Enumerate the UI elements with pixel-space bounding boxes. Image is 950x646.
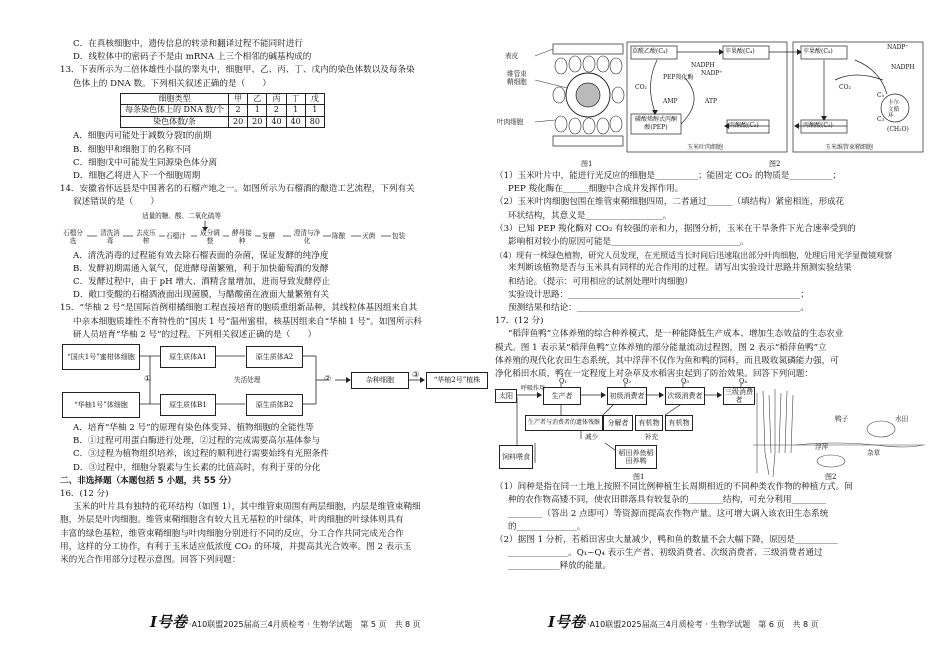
- q16-figures: [495, 40, 925, 168]
- duckweed-label: 浮萍: [815, 443, 829, 452]
- right-page: [495, 38, 925, 574]
- q16-paragraph: 胞，外层是叶肉细胞。维管束鞘细胞含有较大且无基粒的叶绿体，叶肉细胞的叶绿体则具有: [60, 515, 404, 526]
- decomposer-box: 分解者: [603, 415, 633, 431]
- mesophyll-cell-caption: 玉米叶肉细胞: [687, 144, 724, 151]
- q17-part2: （2）据图 1 分析，若稻田害虫大量减少，鸭和鱼的数量不会大幅下降，原因是__________: [495, 535, 838, 546]
- flow-step: 石榴汁: [166, 231, 186, 240]
- q13-option-c: C．细胞戊中可能发生同源染色体分离: [73, 157, 218, 168]
- table-row: [121, 116, 325, 128]
- table-cell: 戊: [305, 93, 324, 105]
- q15-option-a: A．培育“华柚 2 号”的原理有染色体变异、植物细胞的全能性等: [73, 422, 314, 433]
- q12-option-c: C．在真核细胞中，遗传信息的转录和翻译过程不能同时进行: [73, 39, 304, 49]
- table-cell: 40: [267, 116, 286, 128]
- exam-logo: I号卷: [548, 613, 586, 631]
- q17-paragraph: 体养殖的现代化农田生态系统，其中浮萍不仅作为鱼和鸭的饲料，而且吸收氮磷能力强，可: [495, 355, 839, 366]
- q13-option-d: D．细胞乙将进入下一个细胞周期: [73, 170, 201, 181]
- paddy-label: 水田: [895, 415, 909, 424]
- q17-figures: [495, 377, 925, 482]
- table-cell: 2: [228, 105, 247, 117]
- q17-part1: （1）间种是指在同一土地上按照不同比例种植生长周期相近的不同种类农作物的种植方式。间: [495, 482, 853, 493]
- table-header-row: [121, 93, 325, 105]
- duck-label: 鸭子: [835, 415, 849, 424]
- q15-option-c: C．③过程为植物组织培养，该过程的顺利进行需要始终有光照条件: [73, 449, 329, 460]
- q13-option-a: A．细胞丙可能处于减数分裂Ⅰ的前期: [73, 131, 212, 142]
- nadp-label: NADP⁺: [701, 70, 723, 77]
- left-page: [60, 38, 490, 567]
- box-huayou2-plant: “华柚2号”植株: [426, 372, 488, 389]
- table-cell: 甲: [228, 93, 247, 105]
- supplement-label: 补充: [645, 433, 659, 442]
- box-huayou1-cell: “华柚1号”体细胞: [62, 392, 140, 418]
- left-footer: [150, 611, 421, 632]
- co2-right-label: CO₂: [839, 84, 851, 91]
- feed-box: 饲料喂食: [499, 445, 533, 469]
- c5-label: C₅: [877, 92, 884, 99]
- q17-part2-cont: ______________。Q₁~Q₄ 表示生产者、初级消费者、次级消费者、三级消费者通过: [508, 548, 823, 559]
- q14-stem: 14．安徽省怀远县是中国著名的石榴产地之一。如图所示为石榴酒的酿造工艺流程，下列有关: [60, 184, 415, 195]
- q13-stem-cont: 色体上的 DNA 数。下列相关叙述正确的是（ ）: [73, 78, 271, 89]
- table-cell: 20: [248, 116, 267, 128]
- q16-part1-cont: PEP 羧化酶在______细胞中合成并发挥作用。: [508, 184, 684, 195]
- q16-part2: （2）玉米叶肉细胞包围在维管束鞘细胞四周，二者通过______（填结构）紧密相连，形成花: [495, 197, 845, 208]
- q2-label: Q₂: [623, 377, 632, 386]
- oaa-box: 草酰乙酸(C₄): [632, 48, 668, 55]
- figure-2-caption: 图2: [825, 473, 837, 482]
- table-cell: 丙: [267, 93, 286, 105]
- q15-option-d: D．③过程中，细胞分裂素与生长素的比值高时，有利于芽的分化: [73, 462, 321, 473]
- footer-text: ·A10联盟2025届高三4月质检考 · 生物学试题 第 6 页 共 8 页: [587, 620, 819, 629]
- table-cell: 40: [286, 116, 305, 128]
- q14-option-d: D．敞口变酸的石榴酒液面出现菌膜，与醋酸菌在液面大量繁殖有关: [73, 290, 330, 301]
- q17-part1-cont: ________（答出 2 点即可）等资源而提高农作物产量。这可增大调入该农田生态系统: [508, 508, 829, 519]
- table-cell: 每条染色体上的 DNA 数/个: [121, 105, 229, 117]
- weed-label: 杂草: [867, 449, 881, 458]
- flow-step: 去皮压榨: [136, 228, 156, 245]
- nadp-right-label: NADP⁺: [887, 44, 909, 51]
- fusion-diagram: [60, 344, 490, 420]
- q15-stem-cont: 研人员培育“华柚 2 号”的过程。下列相关叙述正确的是（ ）: [73, 329, 317, 340]
- box-protoplast-a2: 原生质体A2: [246, 346, 303, 368]
- q13-option-b: B．细胞甲和细胞丁的名称不同: [73, 144, 192, 155]
- flow-step: 陈酿: [332, 231, 346, 240]
- step-2-marker: ②: [324, 373, 332, 383]
- step-1-marker: ①: [144, 373, 152, 383]
- q15-stem: 15．“华柚 2 号”是国际首例柑橘细胞工程直接培育的胞质重组新品种，其线粒体基因组来自其: [60, 303, 418, 314]
- table-cell: 染色体数/条: [121, 116, 229, 128]
- q16-part4-design: 实验设计思路：______________________________________________________；: [508, 289, 809, 300]
- q1-label: Q₁: [559, 377, 568, 386]
- flow-step: 酵母接种: [232, 228, 252, 245]
- photosynthesis-label: 呼吸作用: [521, 385, 546, 393]
- box-guoqing-cell: “国庆1号”蜜柑体细胞: [62, 344, 140, 370]
- sheath-cell-label: 维管束鞘细胞: [507, 70, 527, 86]
- q17-part1-cont: 种的农作物高矮不同，使农田群落具有较复杂的________结构，可充分利用________: [508, 495, 826, 506]
- figure-1-caption: 图1: [581, 160, 593, 168]
- box-hybrid-cell: 杂种细胞: [351, 372, 409, 389]
- q16-part1: （1）玉米叶片中，能进行光反应的细胞是__________；能固定 CO₂ 的物质是__________；: [495, 171, 841, 181]
- table-cell: 丁: [286, 93, 305, 105]
- q16-part4-cont: 来判断该植物是否与玉米具有同样的光合作用的过程。请写出实验设计思路并预测实验结果: [508, 263, 852, 274]
- q16-paragraph: 玉米的叶片具有独特的花环结构（如图 1），其中维管束周围有两层细胞，内层是维管束鞘细: [73, 502, 421, 513]
- q17-paragraph: 模式。图 1 表示某“稻萍鱼鸭”立体养殖的部分能量流动过程图，图 2 表示“稻萍鱼鸭”立: [495, 342, 827, 353]
- malate-right-box: 苹果酸(C₄): [803, 48, 833, 55]
- q16-title: 16．(12 分): [60, 488, 109, 499]
- figure-1-caption: 图1: [633, 473, 645, 482]
- table-cell: 1: [248, 105, 267, 117]
- table-cell: 1: [286, 105, 305, 117]
- organic-matter-box: 有机物: [665, 415, 693, 431]
- pyruvate-right-box: 丙酮酸(C₃): [803, 122, 833, 129]
- q17-part1-cont: 的______________。: [508, 521, 586, 532]
- table-row: [121, 105, 325, 117]
- q16-paragraph: 米的光合作用部分过程示意图。回答下列问题：: [60, 554, 241, 565]
- organic-matter-box: 有机物: [635, 415, 663, 431]
- primary-consumer-box: 初级消费者: [607, 387, 647, 405]
- producer-box: 生产者: [543, 387, 581, 405]
- table-cell: 细胞类型: [121, 93, 229, 105]
- q4-label: Q₄: [739, 377, 748, 386]
- wine-flow-diagram: [60, 212, 490, 248]
- table-cell: 乙: [248, 93, 267, 105]
- flow-step: 包装: [392, 231, 406, 240]
- table-cell: 2: [267, 105, 286, 117]
- cell-table: [120, 93, 325, 129]
- pepc-label: PEP羧化酶: [663, 74, 694, 81]
- q17-part2-cont: ____________释放的能量。: [508, 561, 612, 572]
- q15-option-b: B．①过程可用蛋白酶进行处理，②过程的完成需要高尔基体参与: [73, 436, 320, 447]
- flow-step: 成分调整: [200, 228, 220, 245]
- q16-paragraph: 丰富的绿色基粒，维管束鞘细胞与叶肉细胞分别进行不同的反应，分工合作共同完成光合作: [60, 528, 404, 539]
- rice-fish-duck-box: 稻田养鱼稻田养鸭: [615, 445, 657, 469]
- flow-additives-label: 适量的糖、酸、二氧化硫等: [142, 211, 222, 220]
- nadph-label: NADPH: [691, 62, 715, 69]
- q16-part3: （3）已知 PEP 羧化酶对 CO₂ 有较强的亲和力，据图分析，玉米在干旱条件下光合速率受到的: [495, 223, 856, 234]
- q3-label: Q₃: [681, 377, 690, 386]
- q14-option-c: C．发酵过程中，由于 pH 增大、酒精含量增加，进而导致发酵停止: [73, 276, 331, 287]
- q14-stem-cont: 叙述错误的是（ ）: [73, 197, 159, 208]
- q12-option-d: D．线粒体中的密码子不是由 mRNA 上三个相邻的碱基构成的: [73, 52, 312, 63]
- q16-part4-predict: 预测结果和结论：____________________________________________________。: [508, 303, 809, 314]
- box-protoplast-b2: 原生质体B2: [246, 394, 303, 416]
- flow-step: 发酵: [262, 231, 276, 240]
- q17-paragraph: 净化稻田水质，鸭在一定程度上对杂草及水稻害虫起到了防治效果。回答下列问题：: [495, 369, 813, 380]
- ch2o-label: (CH₂O): [887, 126, 909, 133]
- exam-logo: I号卷: [150, 613, 188, 631]
- inactivation-label: 失活处理: [234, 375, 261, 384]
- malate-left-box: 苹果酸(C₄): [725, 48, 755, 55]
- pep-box: 磷酸烯醇式丙酮酸(PEP): [634, 116, 677, 131]
- pyruvate-left-box: 丙酮酸(C₃): [729, 122, 759, 129]
- q13-stem: 13．下表所示为二倍体雄性小鼠的睾丸中，细胞甲、乙、丙、丁、戊内的染色体数以及每条染: [60, 65, 415, 76]
- footer-text: ·A10联盟2025届高三4月质检考 · 生物学试题 第 5 页 共 8 页: [189, 620, 421, 629]
- tertiary-consumer-box: 三级消费者: [725, 387, 753, 405]
- box-protoplast-b1: 原生质体B1: [160, 394, 216, 416]
- calvin-cycle-label: 卡尔文循环: [888, 100, 900, 119]
- reduce-label: 减少: [585, 433, 599, 442]
- figure-2-caption: 图2: [769, 160, 781, 168]
- c3-label: C₃: [877, 116, 884, 123]
- q15-stem-cont: 中亲本细胞质雄性不育特性的“国庆 1 号”温州蜜柑，核基因组来自“华柚 1 号”。如图所示科: [73, 316, 422, 327]
- q14-option-a: A．清洗消毒的过程能有效去除石榴表面的杂菌，保证发酵的纯净度: [73, 250, 329, 261]
- q16-part4: （4）现有一株绿色植物，研究人员发现，在光照适当长时间后迅速取出部分叶肉细胞，处理后用光学显微镜观察: [495, 251, 893, 261]
- q17-title: 17．(12 分): [495, 316, 544, 327]
- amp-label: AMP: [663, 98, 678, 105]
- mesophyll-label: 叶肉细胞: [497, 118, 524, 126]
- flow-step: 清洗消毒: [100, 228, 120, 245]
- sun-box: 太阳: [495, 389, 517, 403]
- sheath-cell-caption: 玉米维管束鞘细胞: [825, 144, 874, 151]
- step-3-marker: ③: [412, 369, 420, 379]
- flow-step: 澄清与净化: [293, 228, 321, 245]
- q16-part3-cont: 影响相对较小的原因可能是______________________________。: [508, 237, 749, 248]
- right-footer: [548, 611, 819, 632]
- remains-box: 生产者与消费者的遗体残骸: [525, 415, 603, 431]
- atp-label: ATP: [705, 98, 718, 105]
- table-cell: 20: [228, 116, 247, 128]
- nadph-right-label: NADPH: [891, 64, 915, 71]
- q16-part4-cont: 和结论。（提示：可用相应的试剂处理叶肉细胞）: [508, 276, 693, 287]
- section-2-heading: 二、非选择题（本题包括 5 小题，共 55 分）: [60, 475, 237, 486]
- q17-paragraph: “稻萍鱼鸭”立体养殖的综合种养模式，是一种能降低生产成本、增加生态效益的生态农业: [508, 329, 844, 340]
- epidermis-label: 表皮: [505, 52, 519, 60]
- box-protoplast-a1: 原生质体A1: [160, 346, 216, 368]
- flow-step: 石榴分选: [63, 228, 83, 245]
- flow-arrows: [60, 212, 490, 248]
- flow-step: 灭菌: [362, 231, 376, 240]
- q16-part2-cont: 环状结构，其意义是__________________。: [508, 210, 672, 221]
- co2-label: CO₂: [635, 84, 647, 91]
- table-cell: 1: [305, 105, 324, 117]
- q16-paragraph: 用，这样的分工协作，有利于玉米适应低浓度 CO₂ 的环境，并提高其光合效率。图 2 表示玉: [60, 541, 412, 552]
- q14-option-b: B．发酵初期需通入氧气，促进酵母菌繁殖，利于加快葡萄酒的发酵: [73, 263, 329, 274]
- secondary-consumer-box: 次级消费者: [665, 387, 705, 405]
- table-cell: 80: [305, 116, 324, 128]
